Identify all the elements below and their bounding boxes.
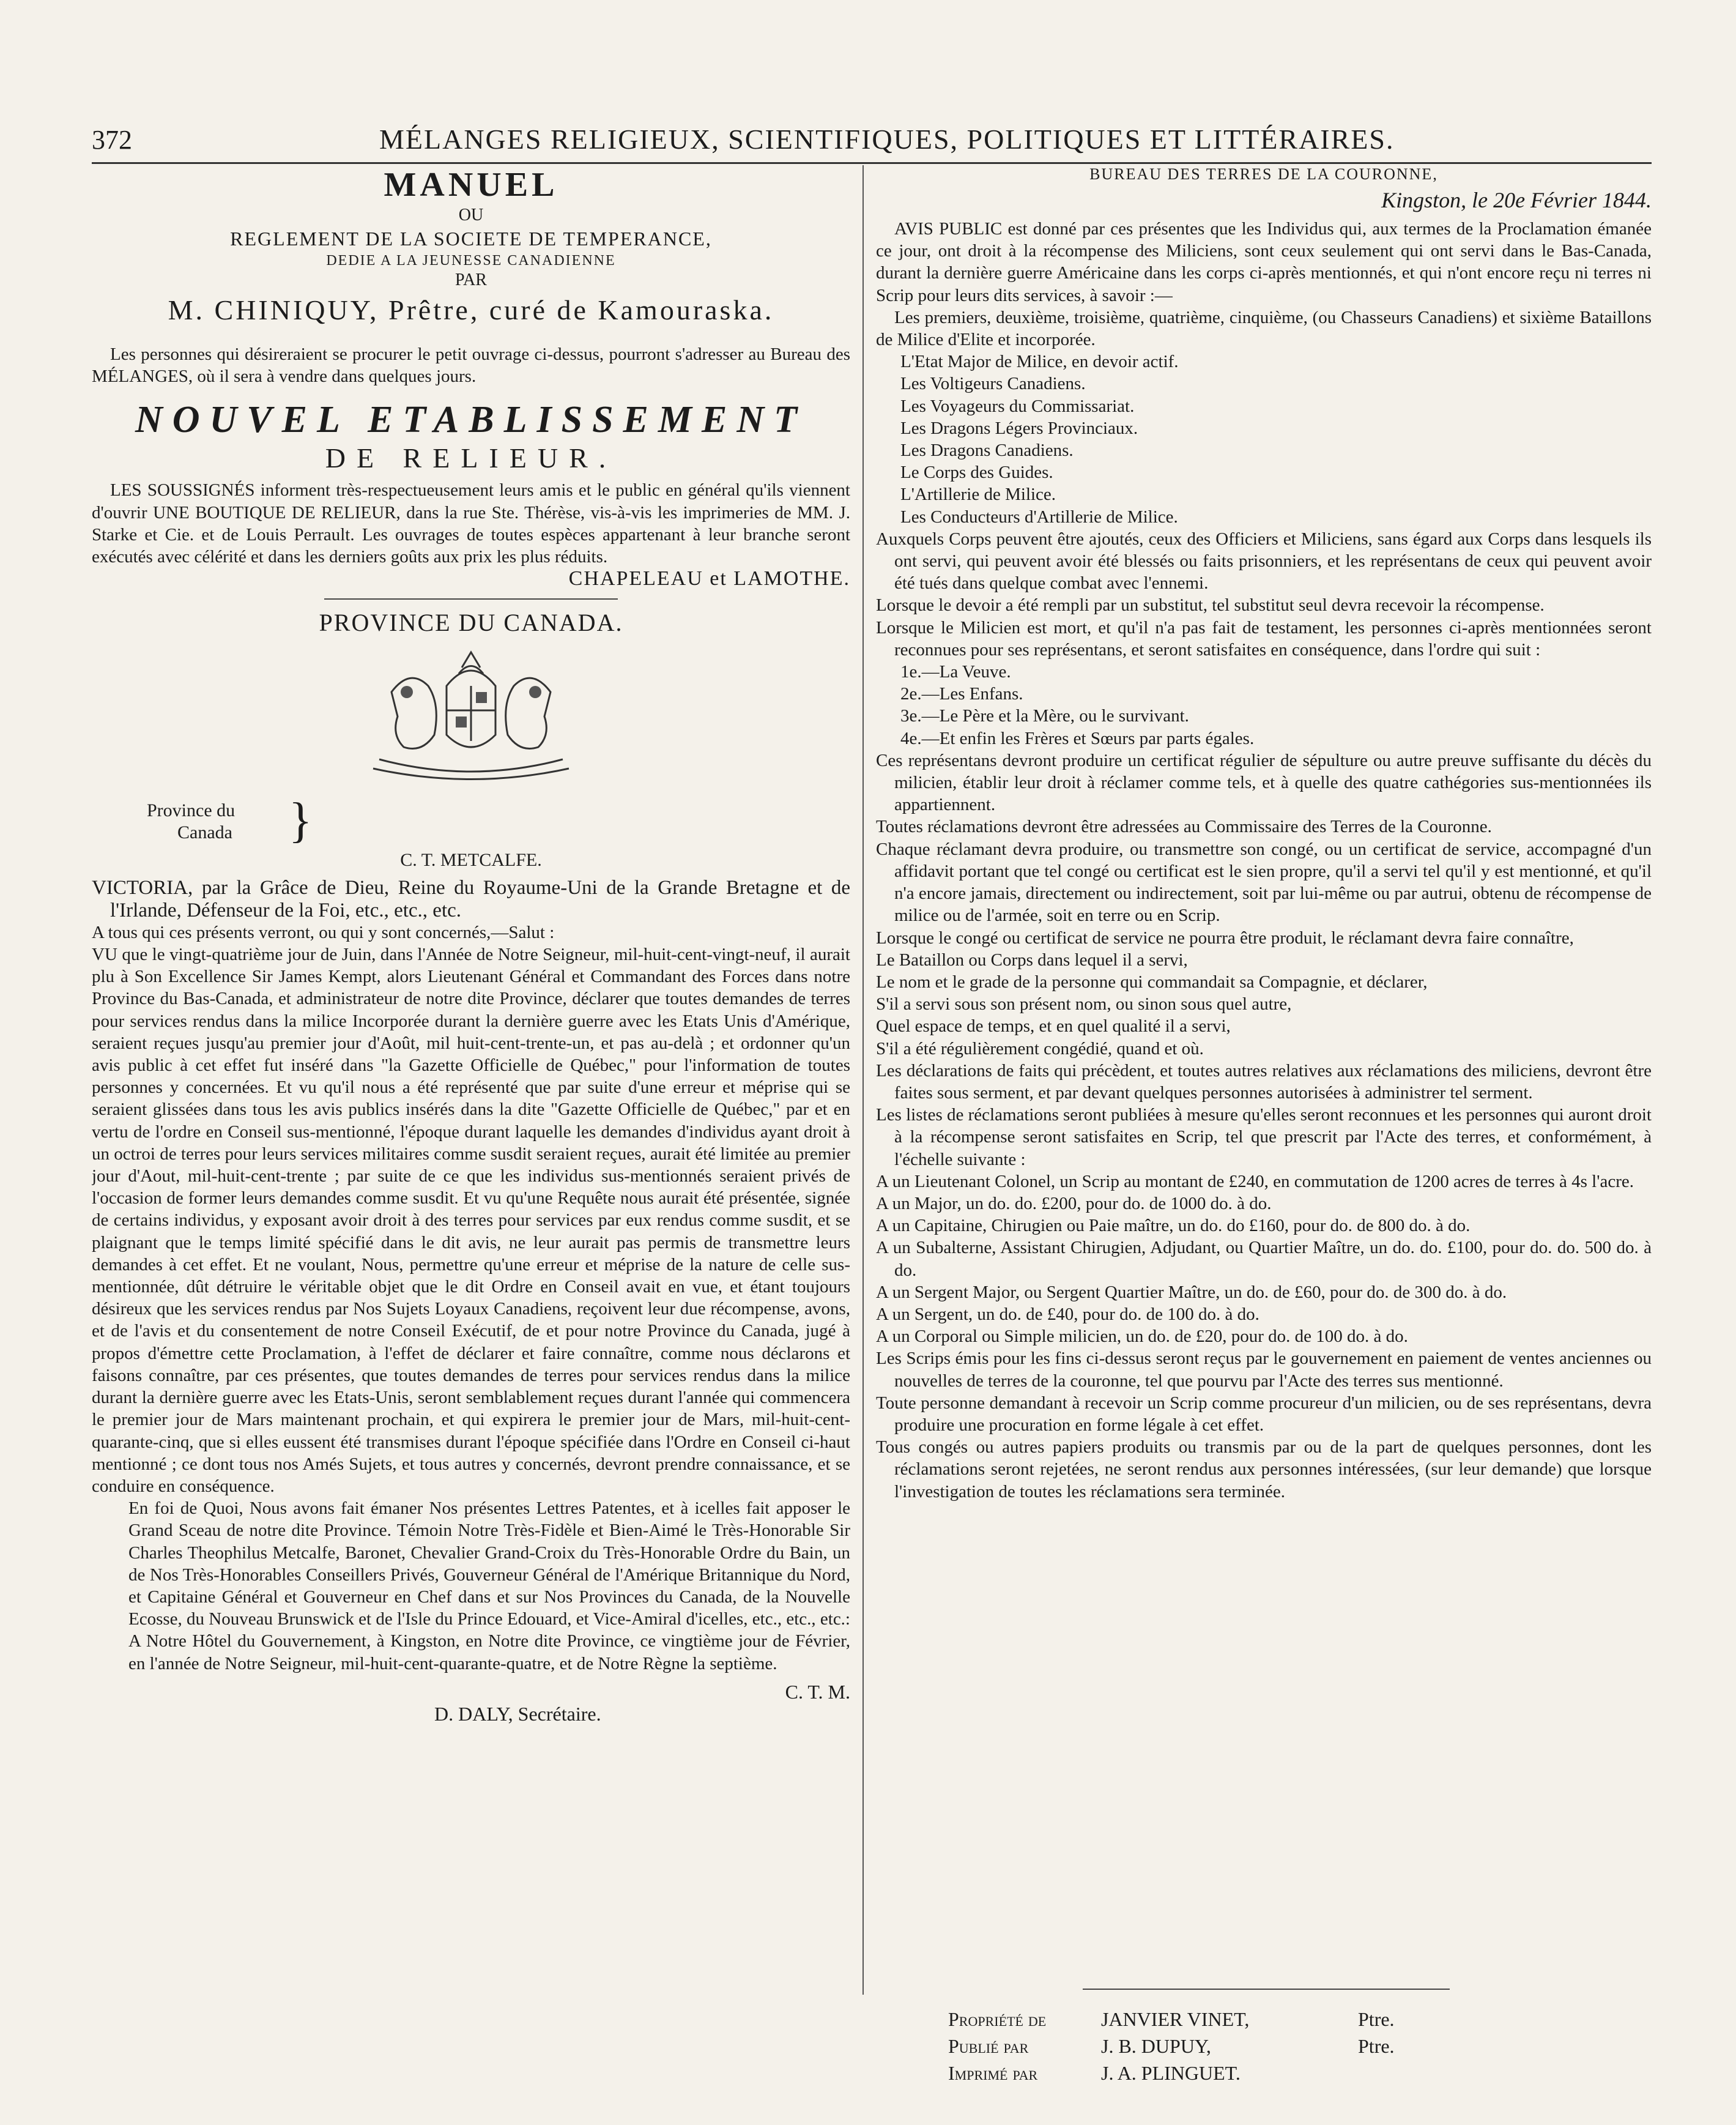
manuel-body: Les personnes qui désireraient se procurer le petit ouvrage ci-dessus, pourront s'adresser au Bureau des MÉLANGES, où il sera à vendre dans quelques jours.: [92, 344, 850, 387]
manuel-notice: [92, 165, 850, 326]
list-item: 4e.—Et enfin les Frères et Sœurs par parts égales.: [900, 728, 1255, 748]
imprint-suffix: Ptre.: [1358, 2035, 1395, 2057]
bureau-heading: BUREAU DES TERRES DE LA COURONNE,: [1089, 165, 1438, 183]
proclamation-para-3: VU que le vingt-quatrième jour de Juin, dans l'Année de Notre Seigneur, mil-huit-cent-vingt-neuf, il aurait plu à Son Excellence Sir James Kempt, alors Lieutenant Général et Commandant des Forces dans notre Province du Bas-Canada, et administrateur de notre dite Province, déclarer que toutes demandes de terres pour services rendus dans la milice Incorporée durant la dernière guerre avec les Etats Unis d'Amérique, seraient reçues jusqu'au premier jour d'Août, mil huit-cent-trente-un, et pas au-delà ; et ordonner qu'un avis public à cet effet fut inséré dans "la Gazette Officielle de Québec," pour l'information de toutes personnes y concernées. Et vu qu'il nous a été représenté que par suite d'une erreur et méprise qui se seraient glissées dans tous les avis publics insérés dans la dite "Gazette Officielle de Québec," par et en vertu de l'ordre en Conseil sus-mentionné, l'époque durant laquelle les demandes d'individus ayant droit à un octroi de terres pour leurs services militaires comme susdit seraient reçues, aurait été limitée au premier jour d'Aout, mil-huit-cent-trente ; par suite de ce que les individus sus-mentionnés seraient privés de l'occasion de former leurs demandes comme susdit. Et vu qu'une Requête nous aurait été présentée, signée de certains individus, y exposant avoir droit à des terres pour services par eux rendus comme susdit, et se plaignant que le temps limité spécifié dans le dit avis, ne leur aurait pas permis de transmettre leurs demandes à cet effet. Et ne voulant, Nous, permettre qu'une erreur et méprise de la nature de celle sus-mentionnée, dût détruire le véritable objet que le dit Ordre en Conseil avait en vue, et étant toujours désireux que les services rendus par Nos Sujets Loyaux Canadiens, reçoivent leur due récompense, avons, et de l'avis et du consentement de notre Conseil Exécutif, de et pour notre Province du Canada, jugé à propos d'émettre cette Proclamation, à l'effet de déclarer et faire connaître, comme nous déclarons et faisons connaître, par ces présentes, que toutes demandes de terres pour services rendus dans la milice durant la dernière guerre avec les Etats-Unis, seront semblablement reçues durant l'année qui commencera le premier jour de Mars maintenant prochain, et qui expirera le premier jour de Mars, mil-huit-cent-quarante-cinq, que si elles eussent été transmises durant l'époque spécifiée dans l'Ordre en Conseil ci-haut mentionné ; ce dont tous nos Amés Sujets, et tous autres y concernés, devront prendre connaissance, et se conduire en conséquence.: [92, 945, 850, 1496]
province-title: PROVINCE DU CANADA.: [319, 609, 623, 637]
imprint-label: Propriété de: [948, 2008, 1047, 2030]
paragraph: Tous congés ou autres papiers produits ou transmis par ou de la part de quelques personnes, dont les réclamations seront rejetées, ne seront rendus aux personnes intéressées, (sur leur demande) que lorsque l'investigation de toutes les réclamations sera terminée.: [876, 1437, 1652, 1502]
running-title: MÉLANGES RELIGIEUX, SCIENTIFIQUES, POLITIQUES ET LITTÉRAIRES.: [379, 124, 1395, 155]
proclamation-para-1: VICTORIA, par la Grâce de Dieu, Reine du Royaume-Uni de la Grande Bretagne et de l'Irlande, Défenseur de la Foi, etc., etc., etc.: [92, 877, 850, 921]
proclamation-para-4: En foi de Quoi, Nous avons fait émaner Nos présentes Lettres Patentes, et à icelles fait apposer le Grand Sceau de notre dite Province. Témoin Notre Très-Fidèle et Bien-Aimé le Très-Honorable Sir Charles Theophilus Metcalfe, Baronet, Chevalier Grand-Croix du Très-Honorable Ordre du Bain, un de Nos Très-Honorables Conseillers Privés, Gouverneur Général de l'Amérique Britannique du Nord, et Capitaine Général et Gouverneur en Chef dans et sur Nos Provinces du Canada, de la Nouvelle Ecosse, du Nouveau Brunswick et de l'Isle du Prince Edouard, et Vice-Amiral d'icelles, etc., etc., etc.: A Notre Hôtel du Gouvernement, à Kingston, en Notre dite Province, ce vingtième jour de Février, en l'année de Notre Seigneur, mil-huit-cent-quarante-quatre, et de Notre Règne la septième.: [128, 1498, 850, 1673]
heirs-list: [876, 661, 1652, 750]
separator: [324, 598, 618, 600]
notice-date: Kingston, le 20e Février 1844.: [1381, 188, 1652, 212]
manuel-reglement: REGLEMENT DE LA SOCIETE DE TEMPERANCE,: [230, 228, 712, 250]
imprint-footer: [881, 1982, 1652, 2084]
list-item: L'Artillerie de Milice.: [900, 485, 1056, 505]
paragraph: Lorsque le Milicien est mort, et qu'il n'a pas fait de testament, les personnes ci-après mentionnées seront reconnues pour ses représentans, et seront satisfaites en conséquence, dans l'ordre qui suit :: [876, 617, 1652, 660]
relieur-title-2: DE RELIEUR.: [325, 442, 617, 474]
list-item: 2e.—Les Enfans.: [900, 684, 1023, 704]
manuel-author: M. CHINIQUY, Prêtre, curé de Kamouraska.: [168, 294, 774, 326]
scale-item: A un Major, un do. do. £200, pour do. de 1000 do. à do.: [876, 1193, 1272, 1213]
list-item: 3e.—Le Père et la Mère, ou le survivant.: [900, 706, 1189, 726]
paragraph: Quel espace de temps, et en quel qualité il a servi,: [876, 1016, 1231, 1036]
separator: [1083, 1989, 1450, 1990]
paragraph: S'il a servi sous son présent nom, ou sinon sous quel autre,: [876, 994, 1292, 1014]
manuel-title: MANUEL: [384, 166, 558, 204]
province-box-line-2: Canada: [177, 822, 232, 843]
relieur-signature: CHAPELEAU et LAMOTHE.: [568, 567, 850, 590]
left-column: [92, 165, 850, 2056]
list-item: Les Voyageurs du Commissariat.: [900, 396, 1135, 416]
list-item: Les Dragons Légers Provinciaux.: [900, 418, 1138, 438]
paragraph: Lorsque le congé ou certificat de service ne pourra être produit, le réclamant devra faire connaître,: [876, 928, 1574, 948]
imprint-label: Publié par: [948, 2035, 1029, 2057]
paragraph: Chaque réclamant devra produire, ou transmettre son congé, ou un certificat de service, accompagné d'un affidavit portant que tel congé ou certificat est le sien propre, qu'il a servi tel qu'il y est mentionné, et qu'il n'a encore jamais, directement ou indirectement, soit par lui-même ou par autrui, obtenu de récompense de milice ou de l'armée, soit en terre ou en Scrip.: [876, 839, 1652, 926]
paragraph: S'il a été régulièrement congédié, quand et où.: [876, 1038, 1204, 1059]
paragraph: Toutes réclamations devront être adressées au Commissaire des Terres de la Couronne.: [876, 817, 1492, 837]
paragraph: Les listes de réclamations seront publiées à mesure qu'elles seront reconnues et les personnes qui auront droit à la récompense seront satisfaites en Scrip, tel que prescrit par l'Acte des terres, et conformément, à l'échelle suivante :: [876, 1105, 1652, 1169]
scale-item: A un Subalterne, Assistant Chirugien, Adjudant, ou Quartier Maître, un do. do. £100, pour do. do. 500 do. à do.: [876, 1238, 1652, 1280]
paragraph: Les Scrips émis pour les fins ci-dessus seront reçus par le gouvernement en paiement de ventes anciennes ou nouvelles de terres de la couronne, tel que pourvu par l'Acte des terres sus mentionné.: [876, 1349, 1652, 1391]
signer-top: C. T. METCALFE.: [400, 850, 542, 871]
right-column: [876, 165, 1652, 2056]
column-rule: [862, 165, 864, 1995]
imprint-name: J. B. DUPUY,: [1101, 2035, 1211, 2057]
list-item: Le Corps des Guides.: [900, 463, 1053, 483]
signer-bottom: C. T. M.: [785, 1680, 850, 1703]
relieur-body: LES SOUSSIGNÉS informent très-respectueusement leurs amis et le public en général qu'ils viennent d'ouvrir UNE BOUTIQUE DE RELIEUR, dans la rue Ste. Thérèse, vis-à-vis les imprimeries de MM. J. Starke et Cie. et de Louis Perrault. Les ouvrages de toutes espèces appartenant à leur branche seront exécutés avec célérité et dans les derniers goûts aux prix les plus réduits.: [92, 480, 850, 567]
page-header: [92, 119, 1652, 164]
paragraph: Auxquels Corps peuvent être ajoutés, ceux des Officiers et Miliciens, sans égard aux Corps dans lesquels ils ont servi, qui peuvent avoir été blessés ou faits prisonniers, et les représentans de ceux qui peuvent avoir été tués dans quelque combat avec l'ennemi.: [876, 529, 1652, 594]
royal-arms-icon: [355, 643, 587, 784]
relieur-notice: [92, 398, 850, 474]
paragraph: Le Bataillon ou Corps dans lequel il a servi,: [876, 950, 1188, 970]
scale-item: A un Sergent Major, ou Sergent Quartier Maître, un do. de £60, pour do. de 300 do. à do.: [876, 1282, 1507, 1302]
imprint-suffix: Ptre.: [1358, 2008, 1395, 2030]
proclamation-para-2: A tous qui ces présents verront, ou qui y sont concernés,—Salut :: [92, 922, 555, 942]
list-item: 1e.—La Veuve.: [900, 662, 1011, 682]
manuel-dedie: DEDIE A LA JEUNESSE CANADIENNE: [326, 253, 616, 269]
paragraph: Ces représentans devront produire un certificat régulier de sépulture ou autre preuve suffisante du décès du milicien, établir leur droit à réclamer comme tels, et à quelle des quatre cathégories sus-mentionnées ils appartiennent.: [876, 750, 1652, 815]
manuel-par: PAR: [455, 270, 487, 289]
list-item: L'Etat Major de Milice, en devoir actif.: [900, 352, 1179, 372]
secretary: D. DALY, Secrétaire.: [434, 1702, 601, 1725]
province-box: [147, 794, 313, 848]
paragraph: Toute personne demandant à recevoir un Scrip comme procureur d'un milicien, ou de ses représentans, devra produire une procuration en forme légale à cet effet.: [876, 1393, 1652, 1435]
page-number: 372: [92, 125, 132, 155]
scale-item: A un Capitaine, Chirugien ou Paie maître, un do. do £160, pour do. de 800 do. à do.: [876, 1216, 1471, 1236]
corps-list: [876, 351, 1652, 528]
scale-item: A un Sergent, un do. de £40, pour do. de 100 do. à do.: [876, 1304, 1259, 1324]
paragraph: Les déclarations de faits qui précèdent, et toutes autres relatives aux réclamations des miliciens, devront être faites sous serment, et par devant quelques personnes autorisées à administrer tel serment.: [876, 1060, 1652, 1103]
list-item: Les Conducteurs d'Artillerie de Milice.: [900, 507, 1178, 527]
imprint-name: J. A. PLINGUET.: [1101, 2062, 1241, 2084]
list-item: Les Voltigeurs Canadiens.: [900, 374, 1086, 394]
bataillons: Les premiers, deuxième, troisième, quatrième, cinquième, (ou Chasseurs Canadiens) et sixième Bataillons de Milice d'Elite et incorporée.: [876, 307, 1652, 350]
imprint-name: JANVIER VINET,: [1101, 2008, 1250, 2030]
list-item: Les Dragons Canadiens.: [900, 441, 1074, 461]
manuel-ou: OU: [458, 206, 484, 225]
scale-item: A un Corporal ou Simple milicien, un do. de £20, pour do. de 100 do. à do.: [876, 1327, 1408, 1347]
scale-item: A un Lieutenant Colonel, un Scrip au montant de £240, en commutation de 1200 acres de terres à 4s l'acre.: [876, 1171, 1634, 1191]
imprint-label: Imprimé par: [948, 2062, 1038, 2084]
paragraph: Le nom et le grade de la personne qui commandait sa Compagnie, et déclarer,: [876, 972, 1428, 992]
paragraph: Lorsque le devoir a été rempli par un substitut, tel substitut seul devra recevoir la récompense.: [876, 595, 1545, 616]
brace-icon: }: [289, 794, 313, 848]
relieur-title-1: NOUVEL ETABLISSEMENT: [135, 399, 807, 441]
province-box-line-1: Province du: [147, 800, 236, 821]
avis-intro: AVIS PUBLIC est donné par ces présentes que les Individus qui, aux termes de la Proclamation émanée ce jour, ont droit à la récompense des Miliciens, sont ceux seulement qui ont servi dans le Bas-Canada, durant la dernière guerre Américaine dans les corps ci-après mentionnés, et qui n'ont encore reçu ni terres ni Scrip pour leurs dits services, à savoir :—: [876, 219, 1652, 305]
